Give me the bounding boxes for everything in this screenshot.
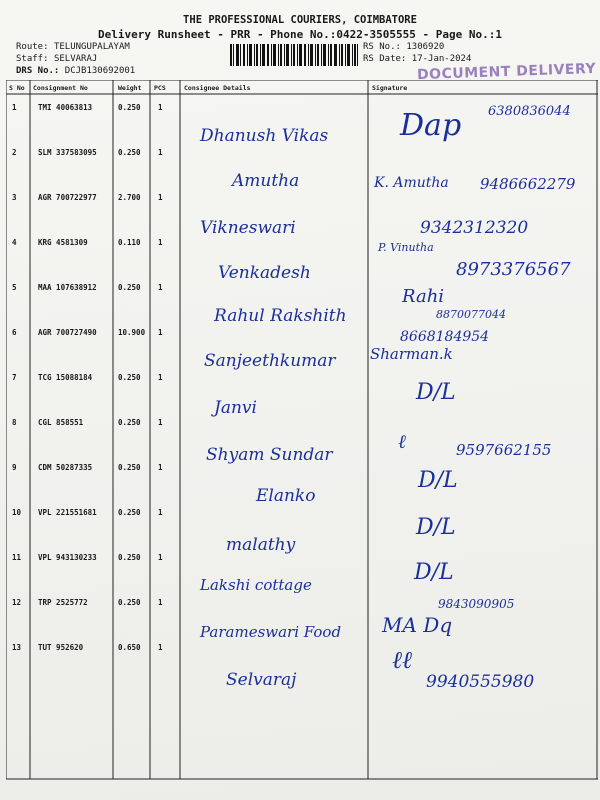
row-weight: 0.250 — [118, 373, 141, 382]
row-pcs: 1 — [158, 598, 163, 607]
signature-mark-icon: ℓ — [398, 431, 406, 453]
row-consignment: AGR 700722977 — [38, 193, 97, 202]
row-signature: D/L — [416, 380, 456, 405]
row-consignee: Amutha — [232, 171, 300, 191]
row-pcs: 1 — [158, 373, 163, 382]
row-consignee: malathy — [226, 535, 296, 555]
row-sno: 7 — [12, 373, 17, 382]
row-pcs: 1 — [158, 103, 163, 112]
row-weight: 0.250 — [118, 103, 141, 112]
company-title: THE PROFESSIONAL COURIERS, COIMBATORE — [183, 14, 417, 26]
row-consignee: Parameswari Food — [200, 623, 342, 641]
row-phone: 8668184954 — [400, 329, 490, 345]
staff-line — [16, 53, 97, 65]
row-weight: 0.650 — [118, 643, 141, 652]
runsheet-subtitle: Delivery Runsheet - PRR - Phone No.:0422-3505555 - Page No.:1 — [98, 28, 502, 41]
row-consignee: Sanjeethkumar — [204, 351, 336, 371]
row-consignment: VPL 221551681 — [38, 508, 97, 517]
row-consignment: CDM 50287335 — [38, 463, 93, 472]
row-signature: K. Amutha — [374, 175, 449, 191]
row-sno: 6 — [12, 328, 17, 337]
table-row — [0, 501, 600, 555]
drs-line — [16, 65, 135, 77]
rs-no-line — [363, 41, 444, 53]
row-signature: D/L — [418, 468, 458, 493]
row-pcs: 1 — [158, 283, 163, 292]
col-signature: Signature — [372, 84, 408, 92]
row-pcs: 1 — [158, 148, 163, 157]
row-phone: 9486662279 — [480, 175, 576, 193]
row-pcs: 1 — [158, 193, 163, 202]
row-consignee: Janvi — [214, 398, 257, 418]
rs-date-label: RS Date: — [363, 54, 407, 64]
row-consignee: Lakshi cottage — [200, 576, 312, 594]
col-consignment: Consignment No — [33, 84, 88, 92]
col-sno: S No — [9, 84, 25, 92]
row-consignee: Elanko — [256, 486, 316, 506]
row-consignee: Dhanush Vikas — [200, 126, 329, 146]
row-consignment: TMI 40063813 — [38, 103, 93, 112]
table-row — [0, 591, 600, 641]
row-consignment: TUT 952620 — [38, 643, 84, 652]
table-row — [0, 276, 600, 326]
row-sno: 4 — [12, 238, 17, 247]
row-sno: 11 — [12, 553, 22, 562]
row-pcs: 1 — [158, 418, 163, 427]
row-phone: 9843090905 — [438, 597, 515, 611]
row-consignee: Rahul Rakshith — [214, 306, 347, 326]
row-sno: 5 — [12, 283, 17, 292]
row-sno: 1 — [12, 103, 17, 112]
row-consignment: MAA 107638912 — [38, 283, 97, 292]
row-pcs: 1 — [158, 463, 163, 472]
route-line — [16, 41, 130, 53]
table-row — [0, 231, 600, 283]
row-weight: 0.250 — [118, 418, 141, 427]
table-row — [0, 456, 600, 506]
row-consignment: TRP 2525772 — [38, 598, 88, 607]
row-signature: P. Vinutha — [378, 241, 434, 254]
rs-no-label: RS No.: — [363, 42, 401, 52]
row-pcs: 1 — [158, 643, 163, 652]
staff-label: Staff: — [16, 54, 49, 64]
row-consignment: VPL 943130233 — [38, 553, 97, 562]
document-delivery-stamp: DOCUMENT DELIVERY — [416, 60, 597, 84]
table-row — [0, 411, 600, 465]
row-signature: D/L — [416, 515, 456, 540]
table-row — [0, 96, 600, 146]
col-weight: Weight — [118, 84, 142, 92]
table-row — [0, 186, 600, 238]
row-phone: 8870077044 — [436, 308, 506, 321]
col-pcs: PCS — [154, 84, 166, 92]
drs-label: DRS No.: — [16, 66, 60, 76]
row-weight: 0.250 — [118, 148, 141, 157]
staff-value: SELVARAJ — [53, 54, 98, 64]
row-pcs: 1 — [158, 508, 163, 517]
row-signature: Sharman.k — [370, 345, 453, 363]
row-consignee: Selvaraj — [226, 670, 297, 690]
row-phone: 6380836044 — [488, 104, 571, 119]
row-weight: 10.900 — [118, 328, 146, 337]
row-weight: 0.250 — [118, 283, 141, 292]
route-label: Route: — [16, 42, 49, 52]
row-weight: 0.250 — [118, 463, 141, 472]
signature-scribble-icon: ℓℓ — [392, 646, 412, 674]
row-weight: 2.700 — [118, 193, 141, 202]
rs-date-value: 17-Jan-2024 — [411, 54, 472, 64]
row-consignee: Venkadesh — [218, 263, 311, 283]
row-consignment: AGR 700727490 — [38, 328, 97, 337]
col-consignee: Consignee Details — [184, 84, 251, 92]
rs-date-line — [363, 53, 471, 65]
row-sno: 12 — [12, 598, 22, 607]
row-pcs: 1 — [158, 328, 163, 337]
table-row — [0, 636, 600, 716]
row-consignment: SLM 337583095 — [38, 148, 97, 157]
row-pcs: 1 — [158, 553, 163, 562]
row-phone: 9940555980 — [426, 672, 535, 692]
row-weight: 0.250 — [118, 508, 141, 517]
row-signature: Dap — [400, 108, 462, 143]
row-sno: 2 — [12, 148, 17, 157]
row-sno: 9 — [12, 463, 17, 472]
row-sno: 13 — [12, 643, 22, 652]
rs-no-value: 1306920 — [406, 42, 445, 52]
row-consignment: KRG 4581309 — [38, 238, 88, 247]
row-phone: 9597662155 — [456, 441, 552, 459]
row-consignment: TCG 15088184 — [38, 373, 93, 382]
table-row — [0, 321, 600, 371]
route-value: TELUNGUPALAYAM — [53, 42, 130, 52]
row-weight: 0.110 — [118, 238, 141, 247]
row-sno: 3 — [12, 193, 17, 202]
drs-value: DCJB130692001 — [64, 66, 136, 76]
row-sno: 10 — [12, 508, 22, 517]
row-consignee: Shyam Sundar — [206, 445, 333, 465]
row-signature: D/L — [414, 560, 454, 585]
row-phone: 8973376567 — [456, 259, 571, 280]
table-row — [0, 546, 600, 594]
row-weight: 0.250 — [118, 553, 141, 562]
table-row — [0, 366, 600, 418]
row-consignee: Vikneswari — [200, 218, 296, 238]
row-pcs: 1 — [158, 238, 163, 247]
row-signature: MA Dq — [382, 613, 453, 637]
row-consignment: CGL 858551 — [38, 418, 84, 427]
row-weight: 0.250 — [118, 598, 141, 607]
row-sno: 8 — [12, 418, 17, 427]
barcode-image — [230, 44, 358, 66]
row-phone: 9342312320 — [420, 218, 529, 238]
row-signature: Rahi — [402, 286, 445, 307]
table-row — [0, 141, 600, 193]
